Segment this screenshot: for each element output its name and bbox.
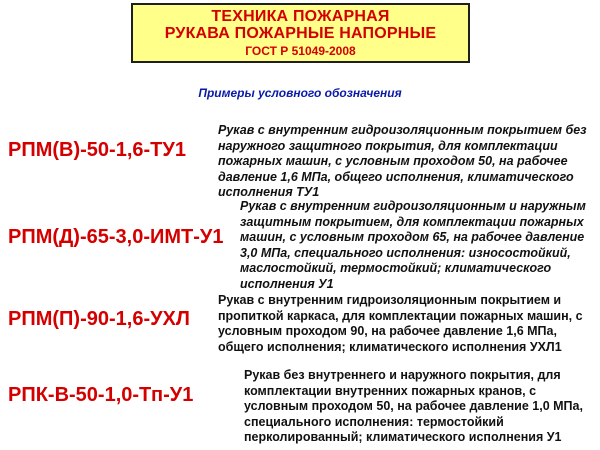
designation-description: Рукав с внутренним гидроизоляционным и наружным защитным покрытием, для комплектации пожарных машин, с условным проходом 65, на рабочее давление 3,0 МПа, специального исполнения: износостойкий, маслостойкий, термостойкий; климатического исполнения У1 (240, 199, 586, 291)
title-box (131, 3, 470, 63)
title-line-2: РУКАВА ПОЖАРНЫЕ НАПОРНЫЕ (164, 25, 437, 42)
designation-description: Рукав с внутренним гидроизоляционным покрытием без наружного защитного покрытия, для комплектации пожарных машин, с условным проходом 50, на рабочее давление 1,6 МПа, общего исполнения, климатического исполнения ТУ1 (218, 123, 587, 199)
designation-description: Рукав с внутренним гидроизоляционным покрытием и пропиткой каркаса, для комплектации пожарных машин, с условным проходом 90, на рабочее давление 1,6 МПа, общего исполнения; климатического исполнения УХЛ1 (218, 293, 583, 354)
designation-code: РПК-В-50-1,0-Тп-У1 (8, 384, 194, 406)
designation-description: Рукав без внутреннего и наружного покрытия, для комплектации внутренних пожарных кранов, с условным проходом 50, на рабочее давление 1,0 МПа, специального исполнения: термостойкий перколированный; климатического исполнения У1 (244, 368, 583, 444)
subtitle: Примеры условного обозначения (198, 86, 402, 100)
standard-label: ГОСТ Р 51049-2008 (245, 44, 356, 58)
designation-code: РПМ(В)-50-1,6-ТУ1 (8, 139, 186, 161)
title-line-1: ТЕХНИКА ПОЖАРНАЯ (211, 8, 390, 25)
designation-code: РПМ(П)-90-1,6-УХЛ (8, 308, 190, 330)
designation-code: РПМ(Д)-65-3,0-ИМТ-У1 (8, 226, 224, 248)
